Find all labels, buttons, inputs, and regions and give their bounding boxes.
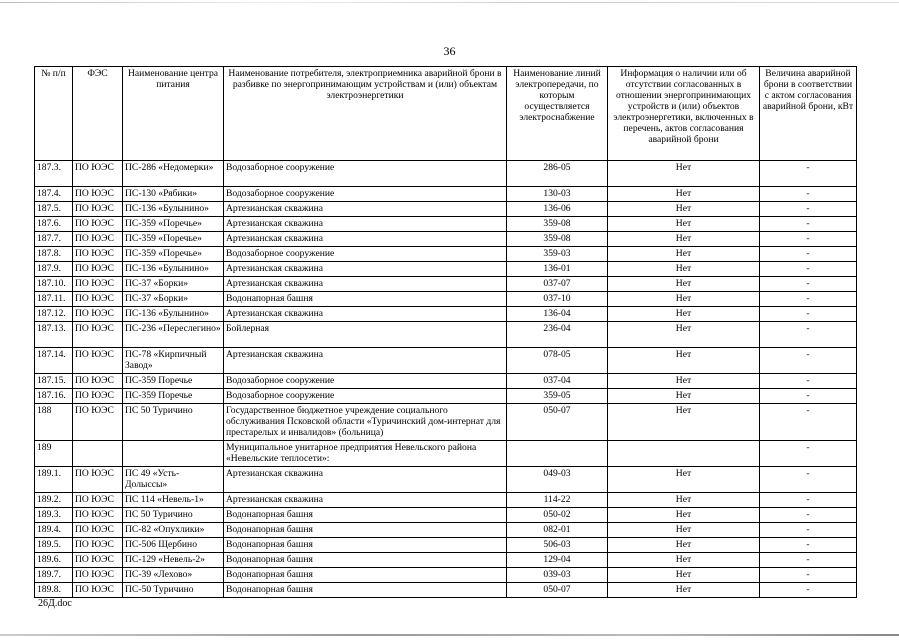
cell-consumer: Водозаборное сооружение [224, 374, 507, 389]
cell-consumer: Водонапорная башня [224, 538, 507, 553]
table-header-row [35, 67, 857, 161]
cell-fes: ПО ЮЭС [73, 583, 123, 598]
cell-info: Нет [608, 374, 760, 389]
cell-num: 187.12. [35, 307, 73, 322]
page-number: 36 [443, 44, 456, 58]
table-row [35, 277, 857, 292]
cell-center: ПС-359 Поречье [123, 389, 224, 404]
table-row [35, 161, 857, 187]
header-fes: ФЭС [73, 67, 123, 161]
cell-info: Нет [608, 467, 760, 493]
cell-center: ПС-359 «Поречье» [123, 247, 224, 262]
cell-value: - [760, 467, 857, 493]
cell-fes: ПО ЮЭС [73, 467, 123, 493]
cell-line: 359-08 [507, 232, 608, 247]
cell-consumer: Артезианская скважина [224, 277, 507, 292]
cell-num: 187.3. [35, 161, 73, 187]
table-row [35, 322, 857, 348]
cell-fes: ПО ЮЭС [73, 508, 123, 523]
cell-info: Нет [608, 307, 760, 322]
cell-consumer: Артезианская скважина [224, 348, 507, 374]
cell-fes: ПО ЮЭС [73, 307, 123, 322]
cell-line: 236-04 [507, 322, 608, 348]
cell-num: 187.7. [35, 232, 73, 247]
cell-num: 187.10. [35, 277, 73, 292]
cell-value: - [760, 307, 857, 322]
cell-center: ПС-236 «Переслегино» [123, 322, 224, 348]
cell-info: Нет [608, 277, 760, 292]
cell-info [608, 441, 760, 467]
cell-center: ПС-136 «Булынино» [123, 307, 224, 322]
scan-edge-top [0, 2, 899, 3]
cell-info: Нет [608, 232, 760, 247]
header-info: Информация о наличии или об отсутствии согласованных в отношении энергопринимающих устройств и (или) объектов электроэнергетики, включенных в перечень, актов согласования аварийной брони [608, 67, 760, 161]
cell-fes: ПО ЮЭС [73, 202, 123, 217]
table-row [35, 374, 857, 389]
table-body [35, 161, 857, 598]
cell-line: 506-03 [507, 538, 608, 553]
cell-num: 189.1. [35, 467, 73, 493]
cell-consumer: Артезианская скважина [224, 202, 507, 217]
cell-value: - [760, 553, 857, 568]
cell-num: 189.7. [35, 568, 73, 583]
cell-fes: ПО ЮЭС [73, 232, 123, 247]
cell-num: 187.5. [35, 202, 73, 217]
header-consumer: Наименование потребителя, электроприемника аварийной брони в разбивке по энергопринимающим устройствам и (или) объектам электроэнергетики [224, 67, 507, 161]
cell-fes: ПО ЮЭС [73, 247, 123, 262]
cell-info: Нет [608, 568, 760, 583]
table-row [35, 187, 857, 202]
cell-center: ПС-130 «Рябики» [123, 187, 224, 202]
cell-line: 286-05 [507, 161, 608, 187]
cell-center: ПС-506 Щербино [123, 538, 224, 553]
cell-line: 050-07 [507, 583, 608, 598]
cell-consumer: Артезианская скважина [224, 232, 507, 247]
table-row [35, 217, 857, 232]
cell-num: 187.14. [35, 348, 73, 374]
cell-fes: ПО ЮЭС [73, 493, 123, 508]
cell-num: 187.6. [35, 217, 73, 232]
table-row [35, 523, 857, 538]
cell-value: - [760, 493, 857, 508]
cell-consumer: Бойлерная [224, 322, 507, 348]
table-row [35, 389, 857, 404]
cell-num: 187.11. [35, 292, 73, 307]
cell-line: 039-03 [507, 568, 608, 583]
cell-value: - [760, 348, 857, 374]
cell-num: 189.8. [35, 583, 73, 598]
cell-center: ПС-359 «Поречье» [123, 217, 224, 232]
cell-info: Нет [608, 508, 760, 523]
cell-num: 187.9. [35, 262, 73, 277]
table-row [35, 202, 857, 217]
cell-info: Нет [608, 493, 760, 508]
cell-info: Нет [608, 538, 760, 553]
cell-center: ПС 114 «Невель-1» [123, 493, 224, 508]
power-reserve-table [34, 66, 857, 598]
cell-center: ПС 50 Туричино [123, 404, 224, 441]
cell-num: 187.4. [35, 187, 73, 202]
cell-fes: ПО ЮЭС [73, 161, 123, 187]
cell-value: - [760, 583, 857, 598]
cell-consumer: Водозаборное сооружение [224, 247, 507, 262]
cell-line: 037-10 [507, 292, 608, 307]
cell-num: 188 [35, 404, 73, 441]
cell-num: 189.2. [35, 493, 73, 508]
cell-value: - [760, 322, 857, 348]
cell-fes: ПО ЮЭС [73, 262, 123, 277]
cell-center: ПС-37 «Борки» [123, 292, 224, 307]
cell-line: 130-03 [507, 187, 608, 202]
table-row [35, 583, 857, 598]
cell-value: - [760, 292, 857, 307]
cell-info: Нет [608, 348, 760, 374]
cell-info: Нет [608, 404, 760, 441]
cell-consumer: Муниципальное унитарное предприятия Невельского района «Невельские теплосети»: [224, 441, 507, 467]
cell-fes: ПО ЮЭС [73, 277, 123, 292]
table-row [35, 441, 857, 467]
cell-value: - [760, 217, 857, 232]
cell-value: - [760, 441, 857, 467]
cell-consumer: Водонапорная башня [224, 292, 507, 307]
cell-value: - [760, 247, 857, 262]
cell-line: 359-08 [507, 217, 608, 232]
table-row [35, 232, 857, 247]
cell-line: 136-06 [507, 202, 608, 217]
cell-line: 050-07 [507, 404, 608, 441]
cell-center: ПС-82 «Опухлики» [123, 523, 224, 538]
cell-center: ПС-78 «Кирпичный Завод» [123, 348, 224, 374]
table-row [35, 467, 857, 493]
table-row [35, 307, 857, 322]
cell-fes: ПО ЮЭС [73, 568, 123, 583]
cell-line: 082-01 [507, 523, 608, 538]
cell-value: - [760, 161, 857, 187]
file-name: 26Д.doc [38, 598, 72, 609]
cell-num: 189.5. [35, 538, 73, 553]
cell-num: 187.15. [35, 374, 73, 389]
cell-value: - [760, 262, 857, 277]
header-value: Величина аварийной брони в соответствии с актом согласования аварийной брони, кВт [760, 67, 857, 161]
cell-value: - [760, 374, 857, 389]
cell-value: - [760, 404, 857, 441]
cell-line: 037-04 [507, 374, 608, 389]
cell-center: ПС-37 «Борки» [123, 277, 224, 292]
cell-fes: ПО ЮЭС [73, 553, 123, 568]
cell-line: 129-04 [507, 553, 608, 568]
cell-fes [73, 441, 123, 467]
cell-line [507, 441, 608, 467]
header-center: Наименование центра питания [123, 67, 224, 161]
cell-fes: ПО ЮЭС [73, 523, 123, 538]
cell-line: 114-22 [507, 493, 608, 508]
header-line: Наименование линий электропередачи, по которым осуществляется электроснабжение [507, 67, 608, 161]
cell-center: ПС-129 «Невель-2» [123, 553, 224, 568]
cell-fes: ПО ЮЭС [73, 374, 123, 389]
cell-fes: ПО ЮЭС [73, 348, 123, 374]
cell-info: Нет [608, 523, 760, 538]
cell-consumer: Водонапорная башня [224, 583, 507, 598]
table-row [35, 553, 857, 568]
cell-value: - [760, 538, 857, 553]
cell-num: 189.3. [35, 508, 73, 523]
cell-value: - [760, 202, 857, 217]
cell-center: ПС-50 Туричино [123, 583, 224, 598]
cell-value: - [760, 568, 857, 583]
cell-consumer: Водозаборное сооружение [224, 161, 507, 187]
cell-info: Нет [608, 187, 760, 202]
cell-info: Нет [608, 247, 760, 262]
cell-info: Нет [608, 161, 760, 187]
cell-fes: ПО ЮЭС [73, 217, 123, 232]
cell-line: 359-05 [507, 389, 608, 404]
cell-num: 187.8. [35, 247, 73, 262]
table-row [35, 568, 857, 583]
cell-consumer: Артезианская скважина [224, 217, 507, 232]
cell-consumer: Водозаборное сооружение [224, 389, 507, 404]
scan-edge-bottom [0, 634, 899, 636]
cell-line: 359-03 [507, 247, 608, 262]
cell-center: ПС-136 «Булынино» [123, 262, 224, 277]
cell-num: 189.4. [35, 523, 73, 538]
cell-num: 187.13. [35, 322, 73, 348]
cell-fes: ПО ЮЭС [73, 404, 123, 441]
table-row [35, 404, 857, 441]
cell-info: Нет [608, 217, 760, 232]
cell-line: 049-03 [507, 467, 608, 493]
cell-fes: ПО ЮЭС [73, 322, 123, 348]
cell-consumer: Артезианская скважина [224, 262, 507, 277]
cell-num: 189 [35, 441, 73, 467]
cell-consumer: Артезианская скважина [224, 493, 507, 508]
cell-info: Нет [608, 262, 760, 277]
cell-info: Нет [608, 322, 760, 348]
table-row [35, 292, 857, 307]
table-row [35, 508, 857, 523]
cell-num: 189.6. [35, 553, 73, 568]
cell-fes: ПО ЮЭС [73, 389, 123, 404]
cell-center: ПС 49 «Усть-Долыссы» [123, 467, 224, 493]
cell-num: 187.16. [35, 389, 73, 404]
cell-center [123, 441, 224, 467]
cell-value: - [760, 187, 857, 202]
cell-consumer: Артезианская скважина [224, 307, 507, 322]
cell-value: - [760, 232, 857, 247]
cell-consumer: Водонапорная башня [224, 523, 507, 538]
cell-value: - [760, 523, 857, 538]
cell-consumer: Водонапорная башня [224, 568, 507, 583]
table-row [35, 262, 857, 277]
cell-line: 037-07 [507, 277, 608, 292]
cell-center: ПС-136 «Булынино» [123, 202, 224, 217]
cell-line: 050-02 [507, 508, 608, 523]
table-row [35, 348, 857, 374]
cell-line: 078-05 [507, 348, 608, 374]
cell-consumer: Водозаборное сооружение [224, 187, 507, 202]
cell-consumer: Водонапорная башня [224, 508, 507, 523]
cell-consumer: Артезианская скважина [224, 467, 507, 493]
cell-center: ПС-39 «Лехово» [123, 568, 224, 583]
cell-info: Нет [608, 583, 760, 598]
cell-fes: ПО ЮЭС [73, 538, 123, 553]
cell-line: 136-01 [507, 262, 608, 277]
cell-center: ПС-359 Поречье [123, 374, 224, 389]
cell-fes: ПО ЮЭС [73, 187, 123, 202]
cell-value: - [760, 389, 857, 404]
cell-value: - [760, 277, 857, 292]
cell-center: ПС-286 «Недомерки» [123, 161, 224, 187]
cell-center: ПС 50 Туричино [123, 508, 224, 523]
cell-info: Нет [608, 553, 760, 568]
cell-consumer: Государственное бюджетное учреждение социального обслуживания Псковской области «Туричинский дом-интернат для престарелых и инвалидов» (больница) [224, 404, 507, 441]
cell-line: 136-04 [507, 307, 608, 322]
table-row [35, 493, 857, 508]
table-row [35, 538, 857, 553]
cell-info: Нет [608, 292, 760, 307]
cell-value: - [760, 508, 857, 523]
cell-info: Нет [608, 389, 760, 404]
cell-info: Нет [608, 202, 760, 217]
cell-center: ПС-359 «Поречье» [123, 232, 224, 247]
cell-fes: ПО ЮЭС [73, 292, 123, 307]
cell-consumer: Водонапорная башня [224, 553, 507, 568]
table-row [35, 247, 857, 262]
header-num: № п/п [35, 67, 73, 161]
